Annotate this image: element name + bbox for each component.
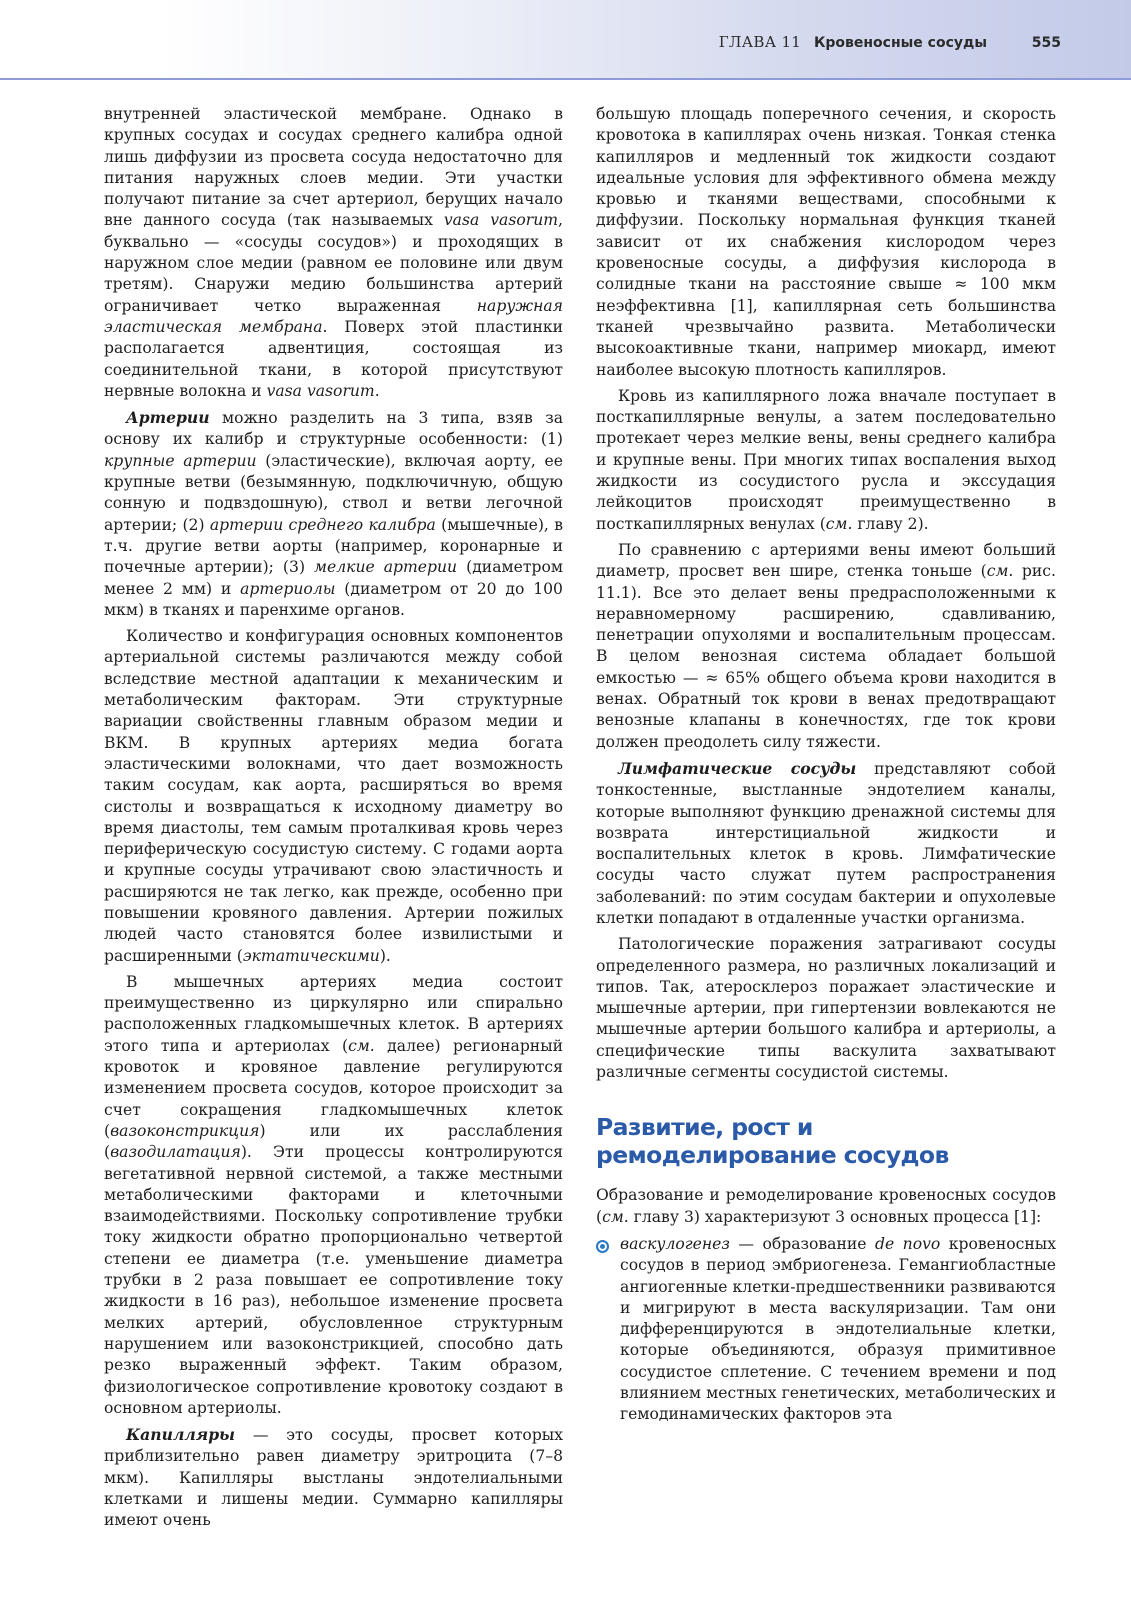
- right-column: [596, 104, 1056, 1426]
- running-header: [719, 33, 1061, 52]
- running-header-band: [0, 0, 1131, 80]
- paragraph: большую площадь поперечного сечения, и скорость кровотока в капиллярах очень низкая. Тонкая стенка капилляров и медленный ток жидкости создают идеальные условия для эффективного обмена между кровью и тканями веществами, способными к диффузии. Поскольку нормальная функция тканей зависит от их снабжения кислородом через кровеносные сосуды, а диффузия кислорода в солидные ткани на расстояние свыше ≈ 100 мкм неэффективна [1], капиллярная сеть большинства тканей чрезвычайно развита. Метаболически высокоактивные ткани, например миокард, имеют наиболее высокую плотность капилляров.: [596, 105, 1056, 379]
- bullet-list: [596, 1234, 1056, 1426]
- paragraph-arteries: Артерии можно разделить на 3 типа, взяв за основу их калибр и структурные особенности: (1) крупные артерии (эластические), включая аорту, ее крупные ветви (безымянную, подключичную, общую сонную и подвздошную), ствол и ветви легочной артерии; (2) артерии среднего калибра (мышечные), в т.ч. другие ветви аорты (например, коронарные и почечные артерии); (3) мелкие артерии (диаметром менее 2 мм) и артериолы (диаметром от 20 до 100 мкм) в тканях и паренхиме органов.: [104, 408, 563, 619]
- paragraph: В мышечных артериях медиа состоит преимущественно из циркулярно или спирально расположенных гладкомышечных клеток. В артериях этого типа и артериолах (см. далее) регионарный кровоток и кровяное давление регулируются изменением просвета сосудов, которое происходит за счет сокращения гладкомышечных клеток (вазоконстрикция) или их расслабления (вазодилатация). Эти процессы контролируются вегетативной нервной системой, а также местными метаболическими факторами и клеточными взаимодействиями. Поскольку сопротивление трубки току жидкости обратно пропорционально четвертой степени ее диаметра (т.е. уменьшение диаметра трубки в 2 раза повышает ее сопротивление току жидкости в 16 раз), небольшое изменение просвета мелких артерий, обусловленное структурным нарушением или вазоконстрикцией, способно дать резко выраженный эффект. Таким образом, физиологическое сопротивление кровотоку создают в основном артериолы.: [104, 972, 563, 1417]
- paragraph: Образование и ремоделирование кровеносных сосудов (см. главу 3) характеризуют 3 основных процесса [1]:: [596, 1186, 1056, 1226]
- paragraph: Патологические поражения затрагивают сосуды определенного размера, но различных локализаций и типов. Так, атеросклероз поражает эластические и мышечные артерии, при гипертензии вовлекаются не мышечные артерии большого калибра и артериолы, а специфические типы васкулита захватывают различные сегменты сосудистой системы.: [596, 935, 1056, 1082]
- left-column: [104, 104, 563, 1537]
- bullet-icon: [596, 1240, 609, 1253]
- paragraph: внутренней эластической мембране. Однако в крупных сосудах и сосудах среднего калибра одной лишь диффузии из просвета сосуда недостаточно для питания наружных слоев медии. Эти участки получают питание за счет артериол, берущих начало вне данного сосуда (так называемых vasa vasorum, буквально — «сосуды сосудов») и проходящих в наружном слое медии (равном ее половине или двум третям). Снаружи медию большинства артерий ограничивает четко выраженная наружная эластическая мембрана. Поверх этой пластинки располагается адвентиция, состоящая из соединительной ткани, в которой присутствуют нервные волокна и vasa vasorum.: [104, 105, 564, 400]
- chapter-label: ГЛАВА 11: [718, 33, 802, 51]
- section-heading: Развитие, рост и ремоделирование сосудов: [596, 1113, 949, 1170]
- paragraph-lymphatics: Лимфатические сосуды представляют собой тонкостенные, выстланные эндотелием каналы, которые выполняют функцию дренажной системы для возврата интерстициальной жидкости и воспалительных клеток в кровь. Лимфатические сосуды часто служат путем распространения заболеваний: по этим сосудам бактерии и опухолевые клетки попадают в отдаленные участки организма.: [596, 758, 1056, 927]
- chapter-title: Кровеносные сосуды: [813, 35, 987, 51]
- paragraph: Кровь из капиллярного ложа вначале поступает в посткапиллярные венулы, а затем последовательно протекает через мелкие вены, вены среднего калибра и крупные вены. При многих типах воспаления выход жидкости из сосудистого русла и экссудация лейкоцитов происходят преимущественно в посткапиллярных венулах (см. главу 2).: [596, 386, 1056, 533]
- paragraph-capillaries: Капилляры — это сосуды, просвет которых приблизительно равен диаметру эритроцита (7–8 мкм). Капилляры выстланы эндотелиальными клетками и лишены медии. Суммарно капилляры имеют очень: [104, 1425, 563, 1530]
- list-item: васкулогенез — образование de novo кровеносных сосудов в период эмбриогенеза. Гемангиобластные ангиогенные клетки-предшественники развиваются и мигрируют в места васкуляризации. Там они дифференцируются в эндотелиальные клетки, которые объединяются, образуя примитивное сосудистое сплетение. С течением времени и под влиянием местных генетических, метаболических и гемодинамических факторов эта: [596, 1234, 1056, 1426]
- paragraph: По сравнению с артериями вены имеют больший диаметр, просвет вен шире, стенка тоньше (см. рис. 11.1). Все это делает вены предрасположенными к неравномерному расширению, сдавливанию, пенетрации опухолями и воспалительным процессам. В целом венозная система обладает большой емкостью — ≈ 65% общего объема крови находится в венах. Обратный ток крови в венах предотвращают венозные клапаны в конечностях, где ток крови должен преодолеть силу тяжести.: [596, 540, 1056, 751]
- page-number: 555: [1031, 35, 1061, 51]
- paragraph: Количество и конфигурация основных компонентов артериальной системы различаются между собой вследствие местной адаптации к механическим и метаболическим факторам. Эти структурные вариации свойственны главным образом медии и ВКМ. В крупных артериях медиа богата эластическими волокнами, что дает возможность таким сосудам, как аорта, расширяться во время систолы и возвращаться к исходному диаметру во время диастолы, тем самым проталкивая кровь через периферическую сосудистую систему. С годами аорта и крупные сосуды утрачивают свою эластичность и расширяются не так легко, как прежде, особенно при повышении кровяного давления. Артерии пожилых людей часто становятся более извилистыми и расширенными (эктатическими).: [104, 627, 563, 965]
